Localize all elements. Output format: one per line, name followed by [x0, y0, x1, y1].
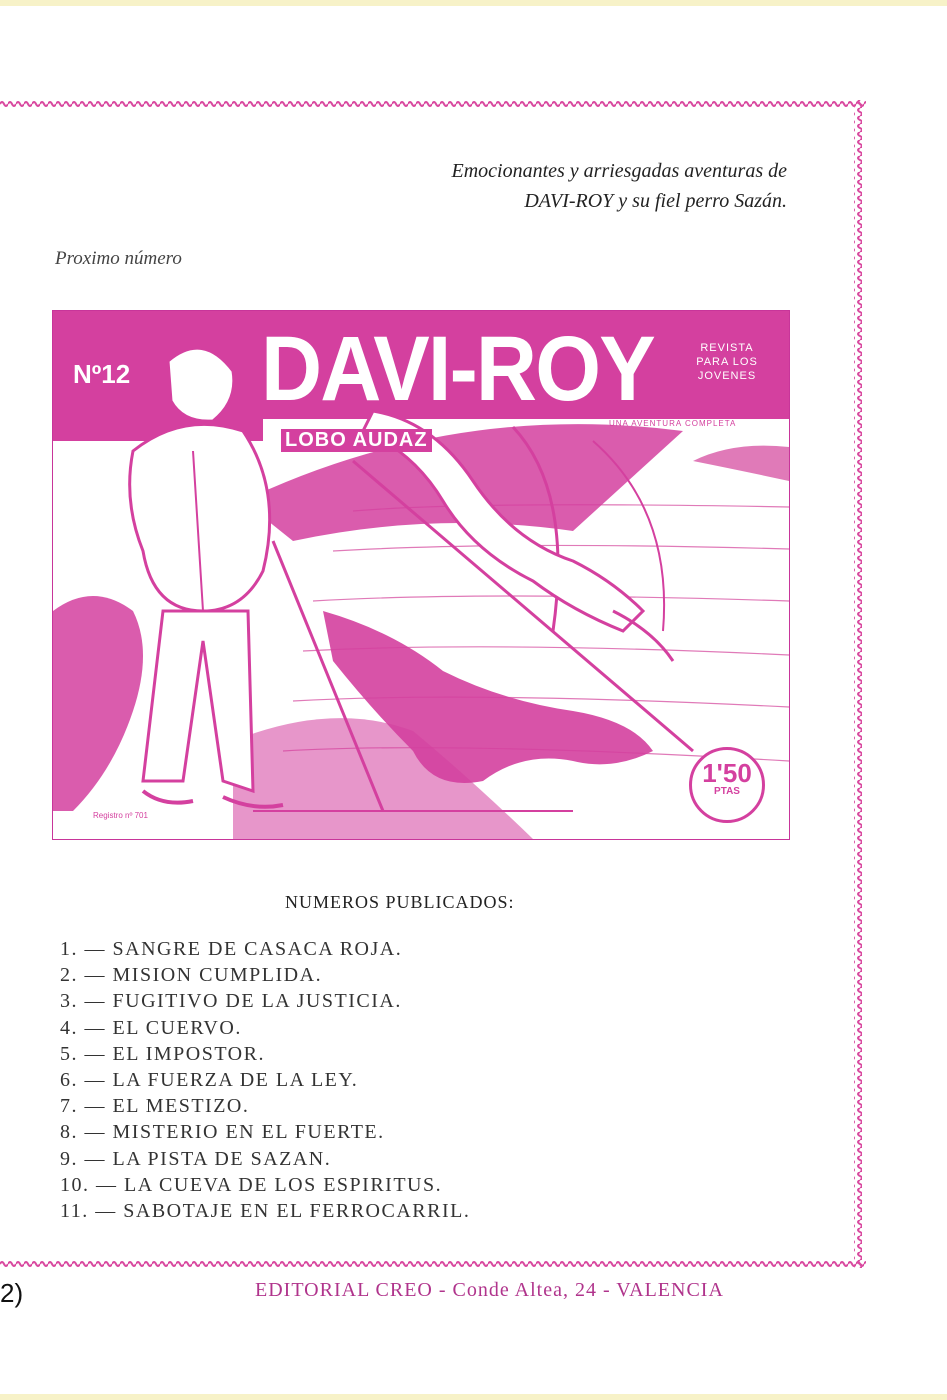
cover-tagline-line: PARA LOS [696, 356, 758, 368]
list-item: 5. — EL IMPOSTOR. [60, 1042, 265, 1065]
cover-price: 1'50 [702, 758, 752, 788]
list-item: 2. — MISION CUMPLIDA. [60, 964, 323, 987]
list-item: 8. — MISTERIO EN EL FUERTE. [60, 1121, 385, 1144]
list-item: 4. — EL CUERVO. [60, 1016, 242, 1039]
top-edge-strip [0, 0, 947, 6]
cover-issue-number: Nº12 [73, 359, 131, 389]
intro-line-1: Emocionantes y arriesgadas aventuras de [451, 160, 787, 182]
published-list [60, 936, 470, 1224]
list-item: 10. — LA CUEVA DE LOS ESPIRITUS. [60, 1173, 443, 1196]
list-item: 11. — SABOTAJE EN EL FERROCARRIL. [60, 1200, 471, 1223]
bottom-edge-strip [0, 1394, 947, 1400]
cover-small-text: UNA AVENTURA COMPLETA [609, 419, 737, 428]
list-item: 7. — EL MESTIZO. [60, 1095, 250, 1118]
cover-price-unit: PTAS [714, 786, 740, 797]
next-issue-label: Proximo número [55, 248, 182, 269]
cover-tagline [689, 341, 765, 383]
intro-line-2: DAVI-ROY y su fiel perro Sazán. [524, 190, 787, 212]
list-item: 9. — LA PISTA DE SAZAN. [60, 1147, 332, 1170]
cover-tagline-line: JOVENES [697, 370, 757, 382]
intro-text [267, 156, 787, 216]
list-item: 6. — LA FUERZA DE LA LEY. [60, 1069, 359, 1092]
cover-title: DAVI-ROY [261, 318, 654, 420]
publisher-footer: EDITORIAL CREO - Conde Altea, 24 - VALENCIA [255, 1279, 724, 1301]
next-issue-cover [52, 310, 790, 840]
page-number-fragment: 2) [0, 1278, 24, 1308]
published-heading: NUMEROS PUBLICADOS: [285, 892, 515, 912]
cover-tagline-line: REVISTA [700, 342, 754, 354]
cover-registry: Registro nº 701 [93, 811, 148, 820]
cover-subtitle: LOBO AUDAZ [281, 429, 432, 452]
cover-price-badge [689, 747, 765, 823]
list-item: 1. — SANGRE DE CASACA ROJA. [60, 938, 403, 960]
list-item: 3. — FUGITIVO DE LA JUSTICIA. [60, 990, 402, 1013]
